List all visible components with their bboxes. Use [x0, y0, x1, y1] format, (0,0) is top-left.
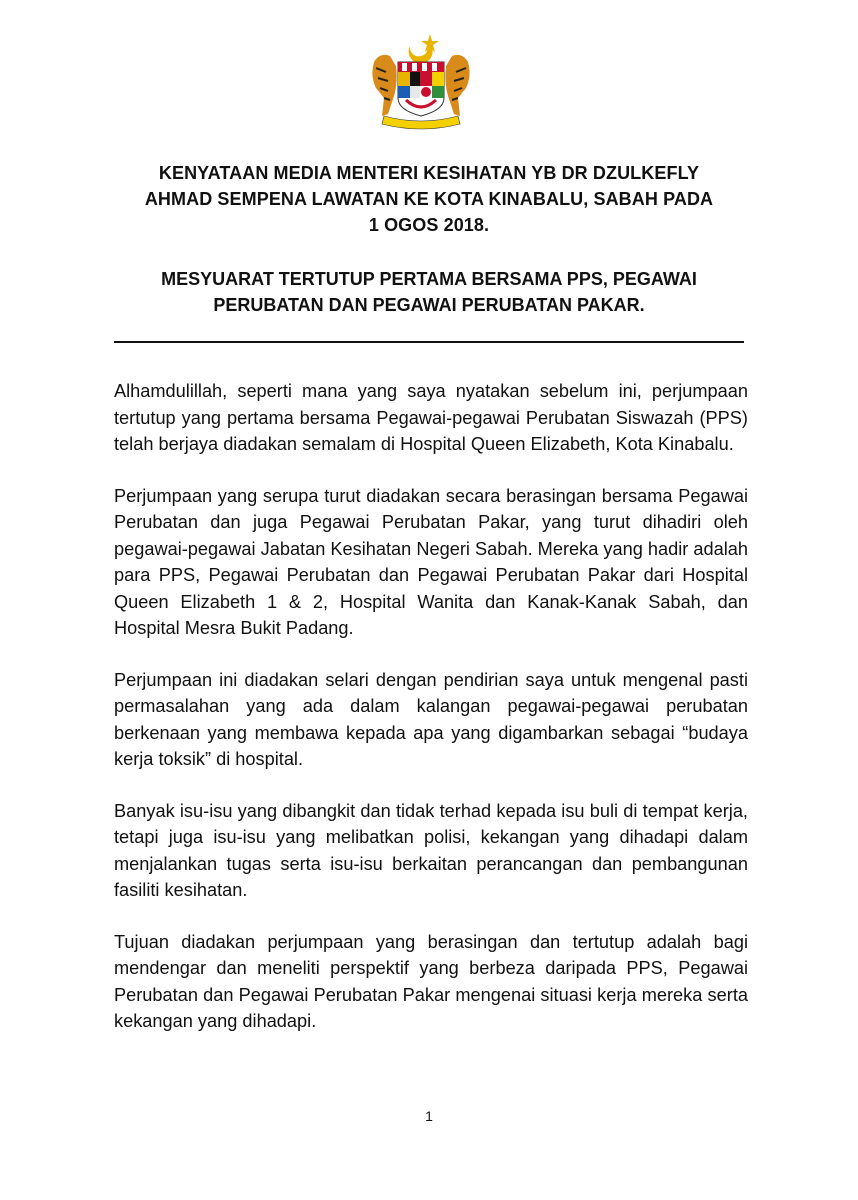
- body-paragraph: Alhamdulillah, seperti mana yang saya nyatakan sebelum ini, perjumpaan tertutup yang pertama bersama Pegawai-pegawai Perubatan Siswazah (PPS) telah berjaya diadakan semalam di Hospital Queen Elizabeth, Kota Kinabalu.: [114, 381, 748, 454]
- subtitle-line: MESYUARAT TERTUTUP PERTAMA BERSAMA PPS, PEGAWAI: [161, 269, 697, 289]
- body-paragraph: Perjumpaan ini diadakan selari dengan pendirian saya untuk mengenal pasti permasalahan yang ada dalam kalangan pegawai-pegawai perubatan berkenaan yang membawa kepada apa yang digambarkan sebagai “budaya kerja toksik” di hospital.: [114, 669, 748, 769]
- title-line: AHMAD SEMPENA LAWATAN KE KOTA KINABALU, SABAH PADA: [144, 189, 714, 209]
- title-line: KENYATAAN MEDIA MENTERI KESIHATAN YB DR DZULKEFLY: [158, 163, 700, 183]
- body-paragraph: Tujuan diadakan perjumpaan yang berasingan dan tertutup adalah bagi mendengar dan meneliti perspektif yang berbeza daripada PPS, Pegawai Perubatan dan Pegawai Perubatan Pakar mengenai situasi kerja mereka serta kekangan yang dihadapi.: [114, 931, 748, 1031]
- page-number: 1: [425, 1108, 433, 1124]
- press-statement-title: [96, 160, 762, 238]
- meeting-subtitle: [96, 266, 762, 318]
- body-paragraph: Perjumpaan yang serupa turut diadakan secara berasingan bersama Pegawai Perubatan dan juga Pegawai Perubatan Pakar, yang turut dihadiri oleh pegawai-pegawai Jabatan Kesihatan Negeri Sabah. Mereka yang hadir adalah para PPS, Pegawai Perubatan dan Pegawai Perubatan Pakar dari Hospital Queen Elizabeth 1 & 2, Hospital Wanita dan Kanak-Kanak Sabah, dan Hospital Mesra Bukit Padang.: [114, 485, 748, 638]
- malaysia-coat-of-arms-icon: [366, 32, 476, 132]
- body-paragraph: Banyak isu-isu yang dibangkit dan tidak terhad kepada isu buli di tempat kerja, tetapi juga isu-isu yang melibatkan polisi, kekangan yang dihadapi dalam menjalankan tugas serta isu-isu berkaitan perancangan dan pembangunan fasiliti kesihatan.: [114, 800, 748, 900]
- subtitle-line: PERUBATAN DAN PEGAWAI PERUBATAN PAKAR.: [213, 295, 645, 315]
- horizontal-rule: [114, 341, 744, 343]
- statement-body: [114, 378, 748, 1060]
- title-line: 1 OGOS 2018.: [368, 215, 490, 235]
